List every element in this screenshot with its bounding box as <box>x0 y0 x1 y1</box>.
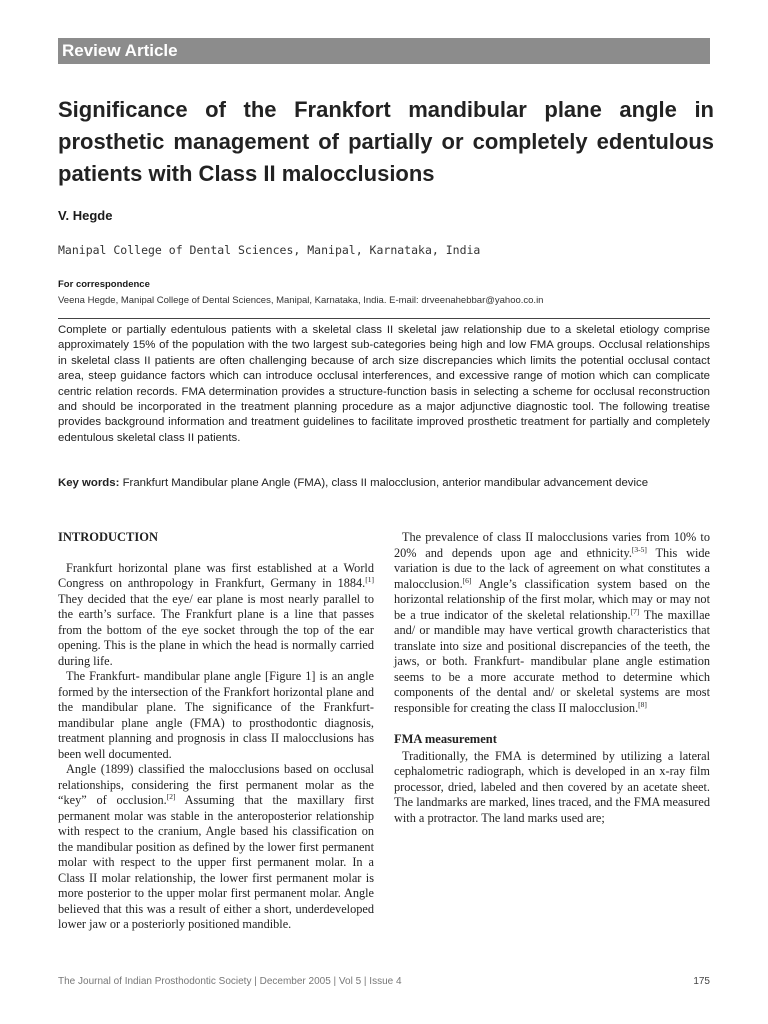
fma-measurement-heading: FMA measurement <box>394 732 497 746</box>
citation-ref: [3-5] <box>631 544 647 554</box>
correspondence-text: Veena Hegde, Manipal College of Dental Sciences, Manipal, Karnataka, India. E-mail: drveenahebbar@yahoo.co.in <box>58 295 544 306</box>
abstract: Complete or partially edentulous patients with a skeletal class II skeletal jaw relationship due to a skeletal etiology comprise approximately 15% of the population with the two largest sub-categories being high and low FMA groups. Occlusal relationships in skeletal class II patients are often challenging because of arch size discrepancies which limits the potential occlusal contact area, steep guidance factors which can introduce occlusal interferences, and excessive range of motion which can complicate centric relation records. FMA determination provides a structure-function basis in selecting a scheme for occlusal reconstruction and should be incorporated in the treatment planning procedure as a major adjunctive diagnostic tool. The following treatise provides background information and treatment guidelines to facilitate improved prosthetic treatment for partially and completely edentulous skeletal class II patients. <box>58 324 710 444</box>
body-column-left <box>58 530 374 933</box>
citation-ref: [8] <box>638 699 647 709</box>
body-column-right <box>394 530 710 826</box>
keywords <box>58 476 718 491</box>
correspondence-label: For correspondence <box>58 279 150 290</box>
keywords-text: Frankfurt Mandibular plane Angle (FMA), class II malocclusion, anterior mandibular advancement device <box>119 477 649 489</box>
section-label: Review Article <box>62 41 178 60</box>
footer-journal-citation: The Journal of Indian Prosthodontic Society | December 2005 | Vol 5 | Issue 4 <box>58 976 402 987</box>
citation-ref: [2] <box>166 791 176 801</box>
body-paragraph: The Frankfurt- mandibular plane angle [Figure 1] is an angle formed by the intersection of the Frankfort horizontal plane and the mandibular plane. The significance of the Frankfurt- mandibular plane angle (FMA) to prosthodontic diagnosis, treatment planning and prognosis in class II malocclusions has been well documented. <box>58 669 374 761</box>
page-number: 175 <box>693 976 710 987</box>
citation-ref: [6] <box>462 575 472 585</box>
section-banner <box>58 38 710 64</box>
body-paragraph: The prevalence of class II malocclusions varies from 10% to 20% and depends upon age and ethnicity.[3-5] This wide variation is due to the lack of agreement on what constitutes a malocclusion.[6] Angle’s classification system based on the horizontal relationship of the first molar, which may or may not be a true indicator of the skeletal relationship.[7] The maxillae and/ or mandible may have vertical growth characteristics that translate into size and positional discrepancies of the teeth, the jaws, or both. Frankfurt- mandibular plane angle estimation seems to be a more accurate method to determine which components of the dental and/ or skeletal systems are most responsible for creating the class II malocclusion.[8] <box>394 530 710 715</box>
abstract-divider <box>58 318 710 319</box>
author-affiliation: Manipal College of Dental Sciences, Manipal, Karnataka, India <box>58 243 481 257</box>
body-paragraph: Frankfurt horizontal plane was first established at a World Congress on anthropology in Frankfurt, Germany in 1884.[1] They decided that the eye/ ear plane is most nearly parallel to the earth’s surface. The Frankfurt plane is a line that passes from the bottom of the eye socket through the top of the ear opening. This is the plane in which the head is normally carried during life. <box>58 560 374 668</box>
citation-ref: [7] <box>630 606 640 616</box>
body-paragraph: Angle (1899) classified the malocclusions based on occlusal relationships, considering the first permanent molar as the “key” of occlusion.[2] Assuming that the maxillary first permanent molar was stable in the anteroposterior relationship with respect to the cranium, Angle based his classification on the mandibular position as defined by the lower first permanent molar with respect to the upper first permanent molar. In a Class II molar relationship, the lower first permanent molar is more posterior to the upper molar first permanent molar. Angle believed that this was a result of either a short, underdeveloped lower jaw or a posteriorly positioned mandible. <box>58 762 374 931</box>
keywords-label: Key words: <box>58 477 120 489</box>
article-title: Significance of the Frankfort mandibular plane angle in prosthetic management of partially or completely edentulous patients with Class II malocclusions <box>58 97 714 186</box>
author-name: V. Hegde <box>58 208 113 223</box>
introduction-heading: INTRODUCTION <box>58 530 159 544</box>
citation-ref: [1] <box>365 574 374 584</box>
body-paragraph: Traditionally, the FMA is determined by utilizing a lateral cephalometric radiograph, which is developed in an x-ray film processor, dried, labeled and then covered by an acetate sheet. The landmarks are marked, lines traced, and the FMA measured with a protractor. The land marks used are; <box>394 748 710 825</box>
